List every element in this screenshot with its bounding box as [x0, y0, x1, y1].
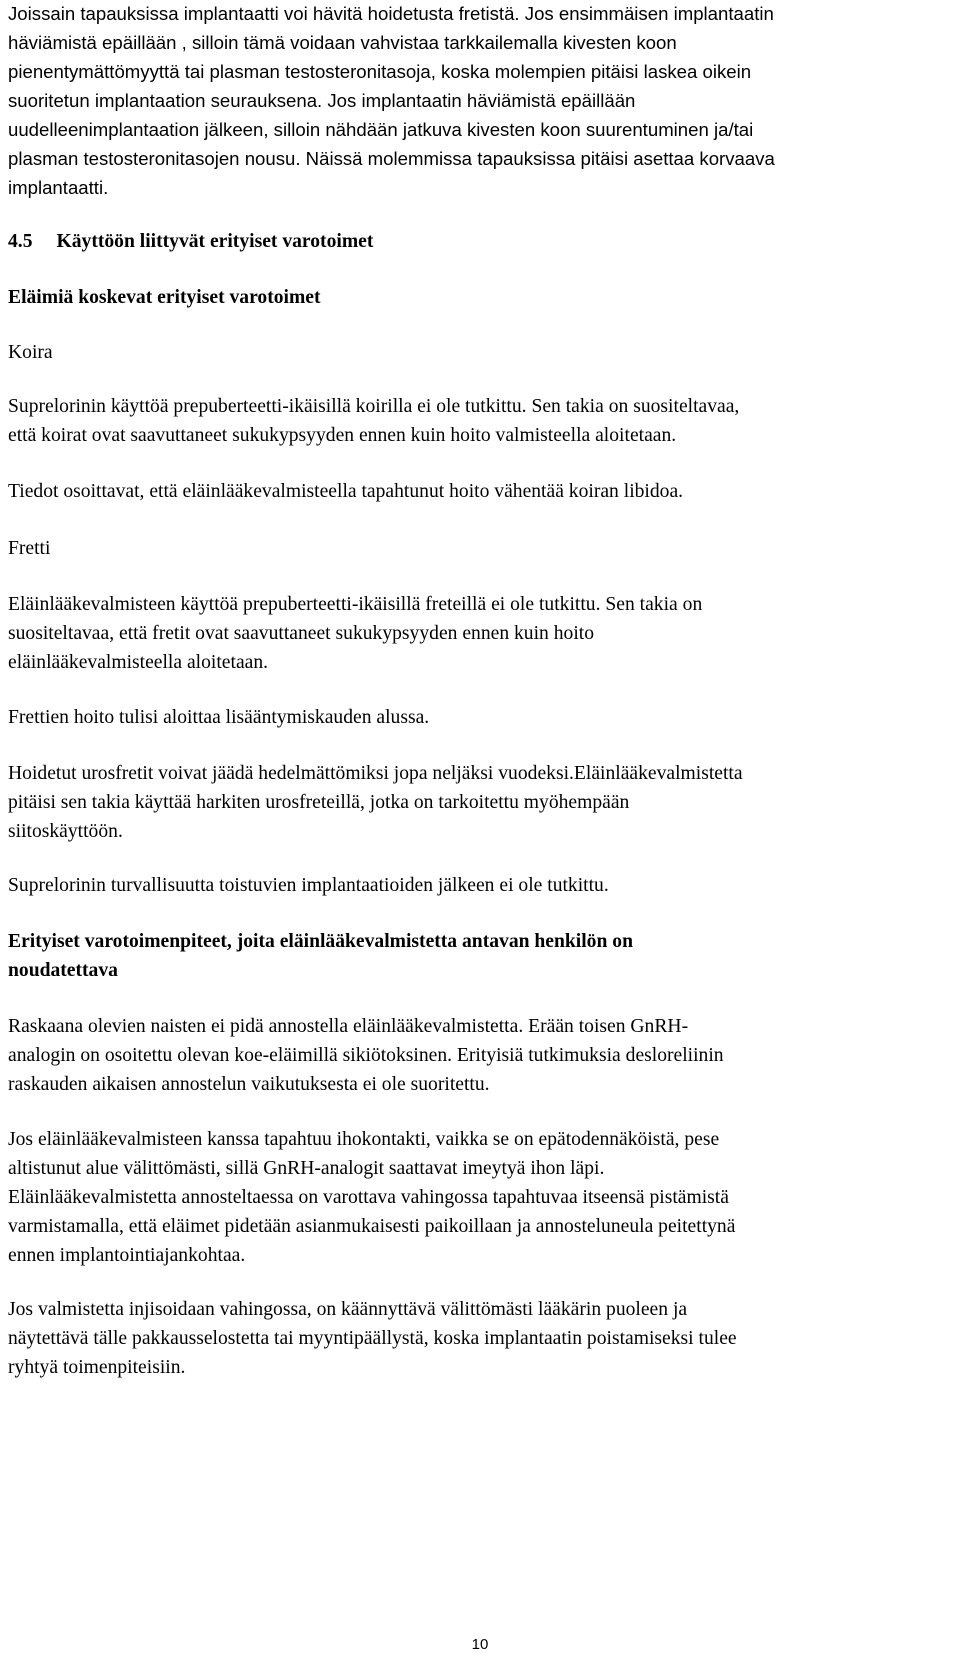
fretti-label: Fretti — [8, 538, 51, 559]
text-line: plasman testosteronitasojen nousu. Näissä molemmissa tapauksissa pitäisi asettaa korvaava — [8, 148, 775, 169]
text-line: suoritetun implantaation seurauksena. Jos implantaatin häviämistä epäillään — [8, 90, 636, 111]
text-line: Jos valmistetta injisoidaan vahingossa, on käännyttävä välittömästi lääkärin puoleen ja — [8, 1299, 688, 1320]
section-number: 4.5 — [8, 231, 33, 252]
fretti-paragraph-2: Frettien hoito tulisi aloittaa lisääntymiskauden alussa. — [8, 707, 430, 728]
text-line: Eläinlääkevalmisteen käyttöä prepuberteetti-ikäisillä freteillä ei ole tutkittu. Sen takia on — [8, 594, 703, 615]
text-line: ennen implantointiajankohtaa. — [8, 1245, 246, 1266]
text-line: analogin on osoitettu olevan koe-eläimillä sikiötoksinen. Erityisiä tutkimuksia desloreliinin — [8, 1045, 724, 1066]
text-line: implantaatti. — [8, 177, 109, 198]
text-line: pitäisi sen takia käyttää harkiten urosfreteillä, jotka on tarkoitettu myöhempään — [8, 792, 630, 813]
text-line: varmistamalla, että eläimet pidetään asianmukaisesti paikoillaan ja annosteluneula peitettynä — [8, 1216, 736, 1237]
text-line: Erityiset varotoimenpiteet, joita eläinlääkevalmistetta antavan henkilön on — [8, 931, 633, 952]
page-number: 10 — [471, 1636, 489, 1653]
text-line: Jos eläinlääkevalmisteen kanssa tapahtuu ihokontakti, vaikka se on epätodennäköistä, pese — [8, 1129, 720, 1150]
subheading-animals: Eläimiä koskevat erityiset varotoimet — [8, 287, 321, 308]
text-line: Joissain tapauksissa implantaatti voi hävitä hoidetusta fretistä. Jos ensimmäisen implantaatin — [8, 3, 774, 24]
text-line: näytettävä tälle pakkausselostetta tai myyntipäällystä, koska implantaatin poistamiseksi tulee — [8, 1328, 737, 1349]
fretti-paragraph-1 — [8, 590, 702, 677]
text-line: raskauden aikaisen annostelun vaikutuksesta ei ole suoritettu. — [8, 1074, 490, 1095]
administrator-paragraph-3 — [8, 1295, 737, 1382]
text-line: Raskaana olevien naisten ei pidä annostella eläinlääkevalmistetta. Erään toisen GnRH- — [8, 1016, 689, 1037]
text-line: ryhtyä toimenpiteisiin. — [8, 1357, 186, 1378]
koira-paragraph-1 — [8, 392, 739, 450]
text-line: altistunut alue välittömästi, sillä GnRH-analogit saattavat imeytyä ihon läpi. — [8, 1158, 605, 1179]
text-line: uudelleenimplantaation jälkeen, silloin nähdään jatkuva kivesten koon suurentuminen ja/tai — [8, 119, 754, 140]
text-line: eläinlääkevalmisteella aloitetaan. — [8, 652, 269, 673]
text-line: siitoskäyttöön. — [8, 821, 123, 842]
administrator-paragraph-2 — [8, 1125, 735, 1270]
text-line: häviämistä epäillään , silloin tämä voidaan vahvistaa tarkkailemalla kivesten koon — [8, 32, 677, 53]
text-line: Suprelorinin käyttöä prepuberteetti-ikäisillä koirilla ei ole tutkittu. Sen takia on suositeltavaa, — [8, 396, 740, 417]
text-line: Eläinlääkevalmistetta annosteltaessa on varottava vahingossa tapahtuvaa itseensä pistämistä — [8, 1187, 729, 1208]
text-line: että koirat ovat saavuttaneet sukukypsyyden ennen kuin hoito valmisteella aloitetaan. — [8, 425, 677, 446]
section-title: Käyttöön liittyvät erityiset varotoimet — [56, 231, 374, 252]
text-line: Hoidetut urosfretit voivat jäädä hedelmättömiksi jopa neljäksi vuodeksi.Eläinlääkevalmistetta — [8, 763, 743, 784]
text-line: pienentymättömyyttä tai plasman testosteronitasoja, koska molempien pitäisi laskea oikein — [8, 61, 752, 82]
safety-paragraph: Suprelorinin turvallisuutta toistuvien implantaatioiden jälkeen ei ole tutkittu. — [8, 875, 609, 896]
text-line: noudatettava — [8, 960, 118, 981]
administrator-heading — [8, 927, 633, 985]
intro-paragraph — [8, 0, 775, 202]
administrator-paragraph-1 — [8, 1012, 724, 1099]
fretti-paragraph-3 — [8, 759, 743, 846]
text-line: suositeltavaa, että fretit ovat saavuttaneet sukukypsyyden ennen kuin hoito — [8, 623, 595, 644]
section-heading — [8, 227, 373, 256]
koira-paragraph-2: Tiedot osoittavat, että eläinlääkevalmisteella tapahtunut hoito vähentää koiran libidoa. — [8, 481, 684, 502]
koira-label: Koira — [8, 342, 53, 363]
